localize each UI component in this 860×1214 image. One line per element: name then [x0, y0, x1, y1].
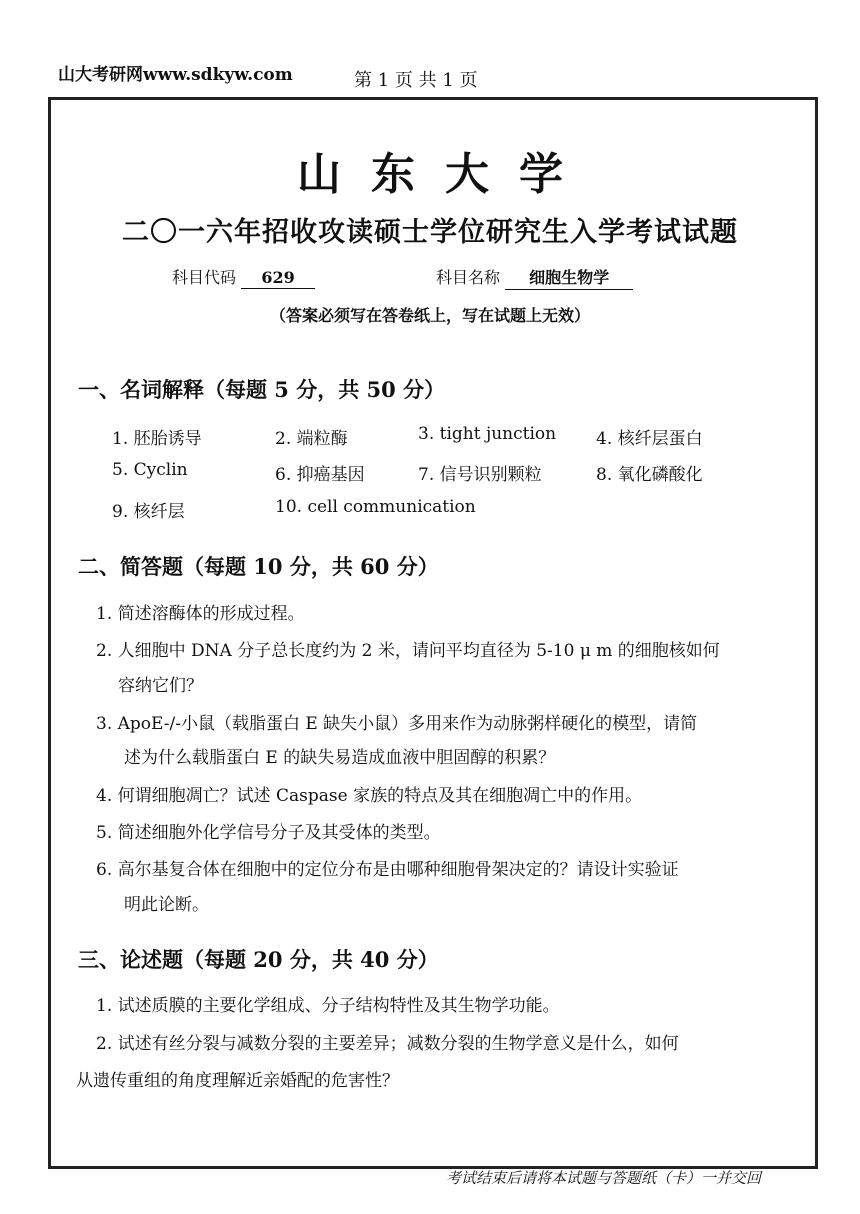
term-item: 6. 抑癌基因	[275, 465, 365, 485]
section-heading: 一、名词解释（每题 5 分，共 50 分）	[78, 377, 446, 402]
subject-code	[172, 265, 315, 289]
question-line: 6. 高尔基复合体在细胞中的定位分布是由哪种细胞骨架决定的？请设计实验证	[96, 860, 679, 880]
subject-code-label: 科目代码	[172, 268, 237, 287]
question-line: 1. 试述质膜的主要化学组成、分子结构特性及其生物学功能。	[96, 996, 560, 1016]
subject-name-value: 细胞生物学	[505, 265, 633, 290]
question-line: 5. 简述细胞外化学信号分子及其受体的类型。	[96, 823, 441, 843]
question-line: 明此论断。	[124, 895, 209, 915]
term-item: 9. 核纤层	[112, 502, 185, 522]
subject-name-label: 科目名称	[436, 268, 501, 287]
term-item: 1. 胚胎诱导	[112, 429, 202, 449]
question-line: 2. 试述有丝分裂与减数分裂的主要差异；减数分裂的生物学意义是什么，如何	[96, 1034, 679, 1054]
section-heading: 三、论述题（每题 20 分，共 40 分）	[78, 947, 439, 972]
question-line: 容纳它们？	[118, 676, 203, 696]
term-item: 10. cell communication	[275, 497, 476, 517]
university-title: 山东大学	[297, 149, 593, 200]
question-line: 1. 简述溶酶体的形成过程。	[96, 604, 305, 624]
question-line: 4. 何谓细胞凋亡？试述 Caspase 家族的特点及其在细胞凋亡中的作用。	[96, 786, 643, 806]
site-header: 山大考研网www.sdkyw.com	[58, 65, 293, 85]
term-item: 8. 氧化磷酸化	[596, 465, 703, 485]
question-line: 3. ApoE-/-小鼠（载脂蛋白 E 缺失小鼠）多用来作为动脉粥样硬化的模型，请简	[96, 714, 698, 734]
term-item: 2. 端粒酶	[275, 429, 348, 449]
term-item: 5. Cyclin	[112, 460, 188, 480]
question-line: 述为什么载脂蛋白 E 的缺失易造成血液中胆固醇的积累？	[124, 748, 556, 768]
page-info: 第 1 页 共 1 页	[354, 70, 478, 91]
subject-code-value: 629	[241, 268, 315, 289]
footer-note: 考试结束后请将本试题与答题纸（卡）一并交回	[446, 1169, 762, 1187]
exam-title: 二〇一六年招收攻读硕士学位研究生入学考试试题	[122, 217, 738, 248]
answer-note: （答案必须写在答卷纸上，写在试题上无效）	[269, 306, 590, 325]
term-item: 4. 核纤层蛋白	[596, 429, 703, 449]
question-line: 从遗传重组的角度理解近亲婚配的危害性？	[76, 1071, 399, 1091]
section-heading: 二、简答题（每题 10 分，共 60 分）	[78, 554, 439, 579]
term-item: 7. 信号识别颗粒	[418, 465, 542, 485]
question-line: 2. 人细胞中 DNA 分子总长度约为 2 米，请问平均直径为 5-10 μ m 的细胞核如何	[96, 641, 720, 661]
term-item: 3. tight junction	[418, 424, 557, 444]
subject-name	[436, 265, 633, 290]
